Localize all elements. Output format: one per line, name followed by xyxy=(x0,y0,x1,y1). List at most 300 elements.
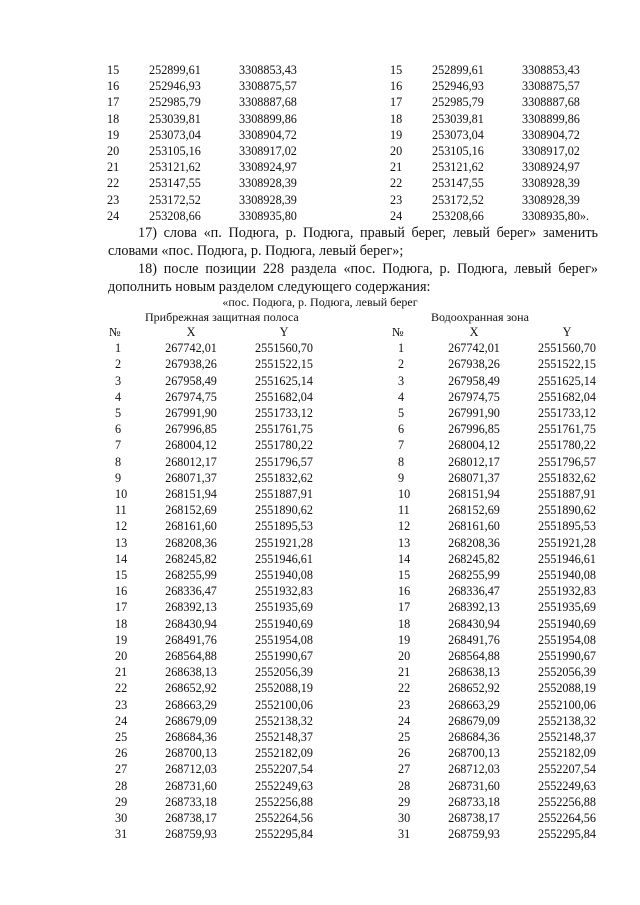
table-row xyxy=(390,389,614,405)
x-coordinate: 252946,93 xyxy=(149,79,201,94)
x-coordinate: 268071,37 xyxy=(448,470,500,485)
x-coordinate: 267742,01 xyxy=(448,341,500,356)
table-row xyxy=(107,713,331,729)
point-number: 22 xyxy=(390,176,403,191)
y-coordinate: 2552100,06 xyxy=(255,697,313,712)
table-row xyxy=(107,340,331,356)
point-number: 22 xyxy=(107,176,120,191)
y-coordinate: 2552138,32 xyxy=(538,713,596,728)
y-coordinate: 2551890,62 xyxy=(255,503,313,518)
point-number: 16 xyxy=(115,584,128,599)
x-coordinate: 268208,36 xyxy=(165,535,217,550)
point-number: 28 xyxy=(115,778,128,793)
y-coordinate: 2551682,04 xyxy=(538,389,596,404)
point-number: 5 xyxy=(115,406,122,421)
point-number: 1 xyxy=(398,341,405,356)
paragraph-18-text: 18) после позиции 228 раздела «пос. Подюга, р. Подюга, левый берег» дополнить новым разделом следующего содержания: xyxy=(108,261,598,296)
point-number: 20 xyxy=(115,649,128,664)
x-coordinate: 252899,61 xyxy=(432,63,484,77)
water-zone-coordinates-table xyxy=(390,324,614,843)
x-coordinate: 253073,04 xyxy=(432,127,484,142)
y-coordinate: 2552295,84 xyxy=(538,827,596,842)
point-number: 15 xyxy=(398,568,411,583)
y-coordinate: 2552207,54 xyxy=(255,762,313,777)
y-coordinate: 2551940,08 xyxy=(538,568,596,583)
y-coordinate: 2552264,56 xyxy=(538,811,596,826)
table-row xyxy=(390,761,614,777)
top-right-table-body xyxy=(390,62,620,224)
y-coordinate: 2552100,06 xyxy=(538,697,596,712)
point-number: 1 xyxy=(115,341,122,356)
x-coordinate: 268336,47 xyxy=(448,584,500,599)
point-number: 24 xyxy=(107,208,120,223)
table-row xyxy=(107,810,331,826)
point-number: 23 xyxy=(398,697,411,712)
y-coordinate: 2552088,19 xyxy=(538,681,596,696)
y-coordinate: 2552056,39 xyxy=(538,665,596,680)
column-header-x: X xyxy=(469,325,479,339)
x-coordinate: 267938,26 xyxy=(165,357,217,372)
x-coordinate: 268684,36 xyxy=(448,730,500,745)
coastal-strip-coordinates-table xyxy=(107,324,331,843)
y-coordinate: 3308875,57 xyxy=(239,79,297,94)
x-coordinate: 267974,75 xyxy=(448,389,500,404)
point-number: 27 xyxy=(398,762,411,777)
x-coordinate: 268564,88 xyxy=(165,649,217,664)
point-number: 19 xyxy=(107,127,120,142)
table-row xyxy=(390,405,614,421)
x-coordinate: 268638,13 xyxy=(448,665,500,680)
point-number: 21 xyxy=(115,665,128,680)
table-row xyxy=(107,143,337,159)
table-row xyxy=(390,356,614,372)
point-number: 17 xyxy=(390,95,403,110)
y-coordinate: 3308917,02 xyxy=(239,144,297,159)
x-coordinate: 268564,88 xyxy=(448,649,500,664)
column-header-number: № xyxy=(109,325,121,339)
x-coordinate: 268004,12 xyxy=(448,438,500,453)
point-number: 23 xyxy=(115,697,128,712)
point-number: 17 xyxy=(107,95,120,110)
y-coordinate: 2552182,09 xyxy=(255,746,313,761)
table-row xyxy=(390,127,620,143)
table-row xyxy=(107,567,331,583)
x-coordinate: 267991,90 xyxy=(448,406,500,421)
table-row xyxy=(107,373,331,389)
x-coordinate: 253147,55 xyxy=(149,176,201,191)
x-coordinate: 253208,66 xyxy=(432,208,484,223)
y-coordinate: 2551895,53 xyxy=(538,519,596,534)
x-coordinate: 268738,17 xyxy=(165,811,217,826)
y-coordinate: 2551932,83 xyxy=(255,584,313,599)
y-coordinate: 2552088,19 xyxy=(255,681,313,696)
x-coordinate: 268652,92 xyxy=(165,681,217,696)
point-number: 21 xyxy=(390,160,403,175)
x-coordinate: 268071,37 xyxy=(165,470,217,485)
y-coordinate: 2551946,61 xyxy=(538,551,596,566)
x-coordinate: 252985,79 xyxy=(149,95,201,110)
x-coordinate: 268004,12 xyxy=(165,438,217,453)
x-coordinate: 253208,66 xyxy=(149,208,201,223)
x-coordinate: 268430,94 xyxy=(448,616,500,631)
table-row xyxy=(390,454,614,470)
y-coordinate: 2552256,88 xyxy=(255,794,313,809)
table-row xyxy=(107,778,331,794)
y-coordinate: 2551940,69 xyxy=(255,616,313,631)
table-row xyxy=(390,340,614,356)
y-coordinate: 2551796,57 xyxy=(538,454,596,469)
x-coordinate: 253039,81 xyxy=(432,111,484,126)
table-row xyxy=(390,192,620,208)
table-row xyxy=(390,502,614,518)
x-coordinate: 268430,94 xyxy=(165,616,217,631)
coastal-protective-strip-title: Прибрежная защитная полоса xyxy=(145,310,299,324)
table-row xyxy=(390,175,620,191)
table-row xyxy=(390,437,614,453)
table-row xyxy=(107,599,331,615)
y-coordinate: 3308904,72 xyxy=(239,127,297,142)
point-number: 11 xyxy=(115,503,127,518)
y-coordinate: 2551940,08 xyxy=(255,568,313,583)
point-number: 3 xyxy=(398,373,405,388)
table-row xyxy=(390,583,614,599)
y-coordinate: 2551761,75 xyxy=(538,422,596,437)
x-coordinate: 268733,18 xyxy=(448,794,500,809)
point-number: 10 xyxy=(398,487,411,502)
y-coordinate: 2551921,28 xyxy=(255,535,313,550)
table-row xyxy=(107,761,331,777)
table-row xyxy=(107,175,337,191)
x-coordinate: 268684,36 xyxy=(165,730,217,745)
point-number: 25 xyxy=(398,730,411,745)
x-coordinate: 268700,13 xyxy=(165,746,217,761)
y-coordinate: 2551832,62 xyxy=(255,470,313,485)
y-coordinate: 2551780,22 xyxy=(255,438,313,453)
x-coordinate: 268679,09 xyxy=(165,713,217,728)
top-left-table-body xyxy=(107,62,337,224)
y-coordinate: 2552182,09 xyxy=(538,746,596,761)
point-number: 17 xyxy=(115,600,128,615)
point-number: 21 xyxy=(107,160,120,175)
table-row xyxy=(390,421,614,437)
x-coordinate: 253105,16 xyxy=(432,144,484,159)
point-number: 15 xyxy=(107,63,120,77)
x-coordinate: 268759,93 xyxy=(165,827,217,842)
x-coordinate: 268731,60 xyxy=(165,778,217,793)
y-coordinate: 2551935,69 xyxy=(538,600,596,615)
x-coordinate: 268161,60 xyxy=(448,519,500,534)
table-row xyxy=(107,192,337,208)
y-coordinate: 2551921,28 xyxy=(538,535,596,550)
x-coordinate: 267958,49 xyxy=(448,373,500,388)
top-coordinates-table-right xyxy=(390,62,620,224)
table-row xyxy=(390,713,614,729)
table-row xyxy=(107,664,331,680)
table-row xyxy=(390,794,614,810)
y-coordinate: 3308899,86 xyxy=(239,111,297,126)
y-coordinate: 2551887,91 xyxy=(538,487,596,502)
y-coordinate: 3308887,68 xyxy=(239,95,297,110)
point-number: 6 xyxy=(398,422,405,437)
table-row xyxy=(390,664,614,680)
point-number: 7 xyxy=(398,438,405,453)
y-coordinate: 2552264,56 xyxy=(255,811,313,826)
x-coordinate: 268245,82 xyxy=(448,551,500,566)
point-number: 2 xyxy=(398,357,405,372)
x-coordinate: 252985,79 xyxy=(432,95,484,110)
y-coordinate: 2551733,12 xyxy=(538,406,596,421)
table-row xyxy=(390,143,620,159)
y-coordinate: 2551733,12 xyxy=(255,406,313,421)
point-number: 14 xyxy=(398,551,411,566)
y-coordinate: 3308904,72 xyxy=(522,127,580,142)
x-coordinate: 268336,47 xyxy=(165,584,217,599)
x-coordinate: 252946,93 xyxy=(432,79,484,94)
table-row xyxy=(107,62,337,78)
y-coordinate: 2551954,08 xyxy=(255,632,313,647)
column-header-y: Y xyxy=(562,325,572,339)
table-row xyxy=(390,373,614,389)
x-coordinate: 267938,26 xyxy=(448,357,500,372)
x-coordinate: 268712,03 xyxy=(448,762,500,777)
table-row xyxy=(390,535,614,551)
table-row xyxy=(107,551,331,567)
x-coordinate: 268738,17 xyxy=(448,811,500,826)
table-row xyxy=(390,745,614,761)
y-coordinate: 2552249,63 xyxy=(538,778,596,793)
point-number: 2 xyxy=(115,357,122,372)
x-coordinate: 268700,13 xyxy=(448,746,500,761)
point-number: 13 xyxy=(115,535,128,550)
point-number: 20 xyxy=(390,144,403,159)
table-row xyxy=(107,745,331,761)
y-coordinate: 2551990,67 xyxy=(255,649,313,664)
y-coordinate: 2551796,57 xyxy=(255,454,313,469)
x-coordinate: 268152,69 xyxy=(448,503,500,518)
x-coordinate: 253121,62 xyxy=(149,160,201,175)
x-coordinate: 268152,69 xyxy=(165,503,217,518)
table-row xyxy=(107,729,331,745)
y-coordinate: 3308875,57 xyxy=(522,79,580,94)
x-coordinate: 268679,09 xyxy=(448,713,500,728)
x-coordinate: 268151,94 xyxy=(165,487,217,502)
table-row xyxy=(390,159,620,175)
table-row xyxy=(107,794,331,810)
x-coordinate: 268161,60 xyxy=(165,519,217,534)
point-number: 25 xyxy=(115,730,128,745)
x-coordinate: 253073,04 xyxy=(149,127,201,142)
paragraph-17 xyxy=(108,224,598,260)
x-coordinate: 268208,36 xyxy=(448,535,500,550)
x-coordinate: 268255,99 xyxy=(448,568,500,583)
y-coordinate: 3308853,43 xyxy=(522,63,580,77)
y-coordinate: 2551560,70 xyxy=(255,341,313,356)
x-coordinate: 268638,13 xyxy=(165,665,217,680)
point-number: 3 xyxy=(115,373,122,388)
table-row xyxy=(107,486,331,502)
y-coordinate: 2551522,15 xyxy=(255,357,313,372)
table-row xyxy=(390,697,614,713)
y-coordinate: 3308917,02 xyxy=(522,144,580,159)
point-number: 16 xyxy=(398,584,411,599)
y-coordinate: 2551890,62 xyxy=(538,503,596,518)
table-row xyxy=(107,697,331,713)
table-row xyxy=(390,94,620,110)
point-number: 24 xyxy=(398,713,411,728)
table-row xyxy=(107,208,337,224)
x-coordinate: 268759,93 xyxy=(448,827,500,842)
x-coordinate: 253121,62 xyxy=(432,160,484,175)
x-coordinate: 253147,55 xyxy=(432,176,484,191)
point-number: 23 xyxy=(107,192,120,207)
point-number: 16 xyxy=(107,79,120,94)
table-row xyxy=(107,127,337,143)
y-coordinate: 3308928,39 xyxy=(239,176,297,191)
x-coordinate: 268712,03 xyxy=(165,762,217,777)
y-coordinate: 2551954,08 xyxy=(538,632,596,647)
water-protection-zone-title: Водоохранная зона xyxy=(431,310,529,324)
table-row xyxy=(107,405,331,421)
point-number: 12 xyxy=(115,519,128,534)
table-row xyxy=(107,94,337,110)
table-row xyxy=(107,159,337,175)
y-coordinate: 2551625,14 xyxy=(538,373,596,388)
point-number: 5 xyxy=(398,406,405,421)
x-coordinate: 267958,49 xyxy=(165,373,217,388)
point-number: 18 xyxy=(398,616,411,631)
point-number: 29 xyxy=(115,794,128,809)
table-row xyxy=(107,454,331,470)
y-coordinate: 2552138,32 xyxy=(255,713,313,728)
point-number: 31 xyxy=(398,827,411,842)
table-row xyxy=(107,535,331,551)
point-number: 31 xyxy=(115,827,128,842)
point-number: 11 xyxy=(398,503,410,518)
water-zone-table-body xyxy=(390,340,614,842)
table-row xyxy=(107,616,331,632)
table-row xyxy=(107,518,331,534)
y-coordinate: 2551940,69 xyxy=(538,616,596,631)
point-number: 30 xyxy=(115,811,128,826)
y-coordinate: 2552249,63 xyxy=(255,778,313,793)
point-number: 20 xyxy=(107,144,120,159)
y-coordinate: 3308928,39 xyxy=(522,176,580,191)
table-row xyxy=(390,567,614,583)
point-number: 12 xyxy=(398,519,411,534)
point-number: 10 xyxy=(115,487,128,502)
point-number: 8 xyxy=(115,454,122,469)
x-coordinate: 268012,17 xyxy=(165,454,217,469)
table-header-row xyxy=(107,324,331,340)
point-number: 19 xyxy=(390,127,403,142)
table-row xyxy=(390,680,614,696)
y-coordinate: 2551780,22 xyxy=(538,438,596,453)
point-number: 18 xyxy=(115,616,128,631)
table-row xyxy=(390,62,620,78)
point-number: 6 xyxy=(115,422,122,437)
x-coordinate: 267996,85 xyxy=(448,422,500,437)
paragraph-17-text: 17) слова «п. Подюга, р. Подюга, правый берег, левый берег» заменить словами «пос. Подюга, р. Подюга, левый берег»; xyxy=(108,225,598,260)
y-coordinate: 2552148,37 xyxy=(538,730,596,745)
x-coordinate: 253105,16 xyxy=(149,144,201,159)
point-number: 17 xyxy=(398,600,411,615)
point-number: 18 xyxy=(107,111,120,126)
table-header-row xyxy=(390,324,614,340)
table-row xyxy=(390,826,614,842)
x-coordinate: 268255,99 xyxy=(165,568,217,583)
y-coordinate: 2551895,53 xyxy=(255,519,313,534)
point-number: 22 xyxy=(115,681,128,696)
table-row xyxy=(390,616,614,632)
point-number: 4 xyxy=(398,389,405,404)
point-number: 9 xyxy=(115,470,122,485)
point-number: 4 xyxy=(115,389,122,404)
y-coordinate: 2551990,67 xyxy=(538,649,596,664)
y-coordinate: 2551625,14 xyxy=(255,373,313,388)
y-coordinate: 2552256,88 xyxy=(538,794,596,809)
table-row xyxy=(390,599,614,615)
table-row xyxy=(390,729,614,745)
y-coordinate: 3308935,80». xyxy=(522,208,590,223)
table-row xyxy=(107,826,331,842)
table-row xyxy=(107,78,337,94)
x-coordinate: 268245,82 xyxy=(165,551,217,566)
y-coordinate: 2551932,83 xyxy=(538,584,596,599)
table-row xyxy=(390,632,614,648)
y-coordinate: 3308928,39 xyxy=(239,192,297,207)
column-header-x: X xyxy=(186,325,196,339)
point-number: 16 xyxy=(390,79,403,94)
point-number: 19 xyxy=(398,632,411,647)
x-coordinate: 253039,81 xyxy=(149,111,201,126)
table-row xyxy=(107,470,331,486)
table-row xyxy=(390,486,614,502)
table-row xyxy=(390,78,620,94)
point-number: 23 xyxy=(390,192,403,207)
y-coordinate: 2551560,70 xyxy=(538,341,596,356)
x-coordinate: 268491,76 xyxy=(448,632,500,647)
top-coordinates-table-left xyxy=(107,62,337,224)
table-row xyxy=(390,470,614,486)
point-number: 21 xyxy=(398,665,411,680)
point-number: 26 xyxy=(115,746,128,761)
x-coordinate: 268663,29 xyxy=(165,697,217,712)
point-number: 19 xyxy=(115,632,128,647)
y-coordinate: 2551887,91 xyxy=(255,487,313,502)
point-number: 30 xyxy=(398,811,411,826)
y-coordinate: 2552295,84 xyxy=(255,827,313,842)
table-row xyxy=(390,208,620,224)
y-coordinate: 2551832,62 xyxy=(538,470,596,485)
point-number: 20 xyxy=(398,649,411,664)
y-coordinate: 3308928,39 xyxy=(522,192,580,207)
x-coordinate: 268151,94 xyxy=(448,487,500,502)
table-row xyxy=(390,551,614,567)
table-row xyxy=(107,680,331,696)
y-coordinate: 2552056,39 xyxy=(255,665,313,680)
table-row xyxy=(390,518,614,534)
x-coordinate: 267996,85 xyxy=(165,422,217,437)
paragraph-18 xyxy=(108,260,598,296)
x-coordinate: 268012,17 xyxy=(448,454,500,469)
x-coordinate: 268392,13 xyxy=(448,600,500,615)
point-number: 24 xyxy=(390,208,403,223)
x-coordinate: 268652,92 xyxy=(448,681,500,696)
y-coordinate: 2551935,69 xyxy=(255,600,313,615)
point-number: 8 xyxy=(398,454,405,469)
x-coordinate: 267742,01 xyxy=(165,341,217,356)
x-coordinate: 268491,76 xyxy=(165,632,217,647)
